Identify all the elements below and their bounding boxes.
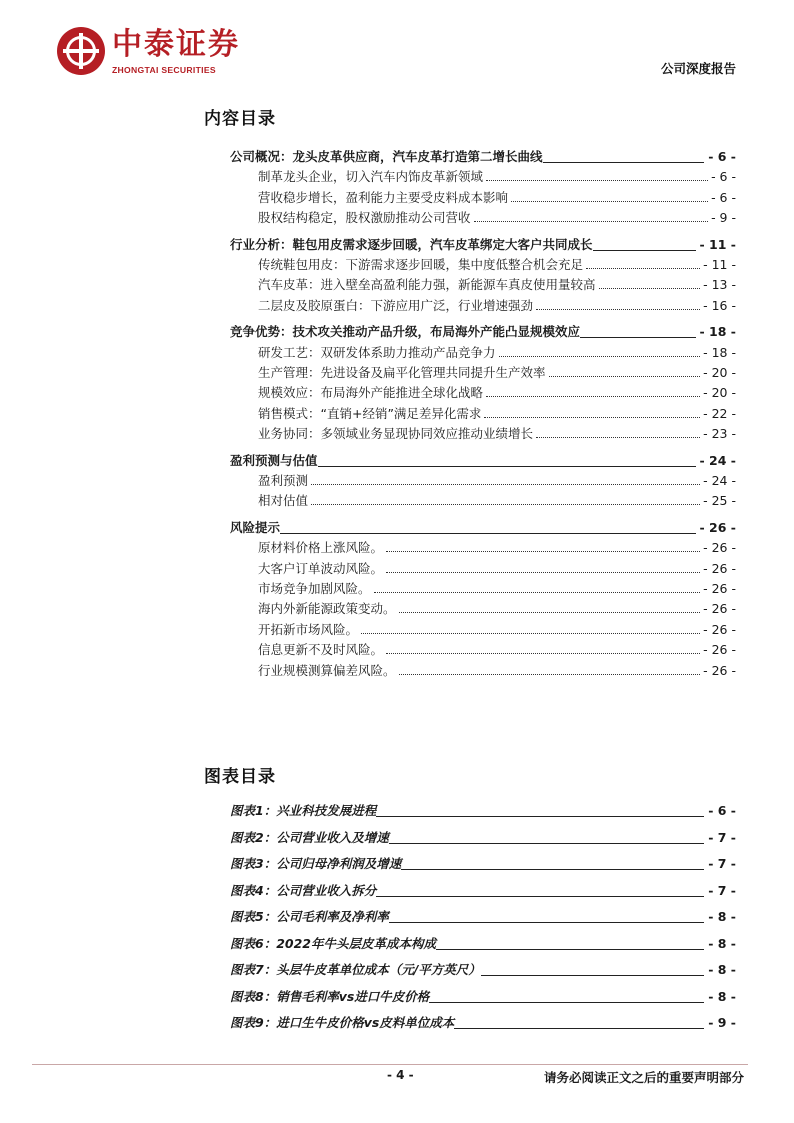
toc-entry-page: - 24 - [703,473,736,488]
toc-entry-label: 二层皮及胶原蛋白：下游应用广泛，行业增速强劲 [258,297,534,313]
toc-entry-label: 营收稳步增长，盈利能力主要受皮料成本影响 [258,189,509,205]
toc-leader-dots [399,612,701,613]
toc-entry-label: 规模效应：布局海外产能推进全球化战略 [258,385,484,401]
toc-entry-page: - 18 - [703,344,736,360]
toc-entry-page: - 26 - [703,601,736,617]
toc-entry-label: 盈利预测与估值 [230,452,318,468]
toc-leader-dots [399,674,701,675]
toc-entry-page: - 23 - [703,426,736,442]
toc-subsection-entry[interactable] [258,186,736,206]
toc-entry-label: 股权结构稳定，股权激励推动公司营收 [258,210,471,226]
figure-entry-label: 图表8：销售毛利率vs进口牛皮价格 [230,988,430,1004]
toc-entry-page: - 16 - [703,297,736,313]
toc-leader-dots [599,288,701,289]
figure-entry[interactable] [230,879,736,899]
toc-leader-dots [499,356,701,357]
toc-section-entry[interactable] [230,233,736,253]
figure-entry-page: - 8 - [708,935,736,951]
figure-entry[interactable] [230,852,736,872]
figure-entry-page: - 6 - [708,803,736,818]
toc-entry-page: - 9 - [711,210,736,226]
toc-leader-dots [586,268,700,269]
toc-subsection-entry[interactable] [258,422,736,442]
toc-leader-dots [543,162,705,163]
toc-entry-label: 公司概况：龙头皮革供应商，汽车皮革打造第二增长曲线 [230,149,543,164]
toc-subsection-entry[interactable] [258,536,736,556]
toc-entry-label: 大客户订单波动风险。 [258,560,384,576]
toc-entry-label: 盈利预测 [258,473,309,488]
toc-entry-page: - 22 - [703,405,736,421]
figure-entry-label: 图表2：公司营业收入及增速 [230,829,389,845]
figure-entry-page: - 8 - [708,988,736,1004]
figure-leader-line [436,949,704,950]
figure-entry-page: - 7 - [708,856,736,871]
toc-subsection-entry[interactable] [258,597,736,617]
toc-subsection-entry[interactable] [258,341,736,361]
toc-leader-dots [536,437,700,438]
toc-subsection-entry[interactable] [258,402,736,422]
toc-leader-dots [580,337,696,338]
figure-entry[interactable] [230,1011,736,1031]
figure-entry-page: - 8 - [708,909,736,924]
toc-leader-dots [311,484,700,485]
figure-entry-label: 图表4：公司营业收入拆分 [230,882,377,898]
toc-subsection-entry[interactable] [258,638,736,658]
figure-entry-label: 图表6：2022年牛头层皮革成本构成 [230,935,436,951]
toc-entry-label: 研发工艺：双研发体系助力推动产品竞争力 [258,344,496,360]
toc-leader-dots [374,592,701,593]
toc-subsection-entry[interactable] [258,253,736,273]
figure-leader-line [429,1002,704,1003]
toc-entry-page: - 11 - [703,257,736,272]
toc-entry-label: 原材料价格上涨风险。 [258,540,384,556]
toc-entry-label: 竞争优势：技术攻关推动产品升级，布局海外产能凸显规模效应 [230,324,581,340]
toc-entry-label: 行业规模测算偏差风险。 [258,662,396,678]
toc-entry-page: - 26 - [703,540,736,556]
figure-entry-page: - 7 - [708,882,736,898]
toc-entry-label: 传统鞋包用皮：下游需求逐步回暖，集中度低整合机会充足 [258,257,584,272]
toc-entry-page: - 6 - [711,189,736,205]
toc-leader-dots [593,250,696,251]
toc-entry-label: 风险提示 [230,519,281,535]
toc-entry-page: - 24 - [699,452,736,468]
toc-entry-label: 信息更新不及时风险。 [258,642,384,658]
toc-leader-dots [311,504,700,505]
brand-name-en: ZHONGTAI SECURITIES [112,65,216,75]
figure-leader-line [376,816,704,817]
toc-entry-label: 生产管理：先进设备及扁平化管理共同提升生产效率 [258,365,546,380]
toc-leader-dots [549,376,701,377]
figure-entry[interactable] [230,985,736,1005]
figure-leader-line [389,843,705,844]
toc-leader-dots [484,417,700,418]
toc-section-entry[interactable] [230,516,736,536]
toc-subsection-entry[interactable] [258,273,736,293]
toc-section-entry[interactable] [230,449,736,469]
toc-leader-dots [361,633,700,634]
figure-entry-page: - 8 - [708,962,736,977]
figure-entry[interactable] [230,826,736,846]
toc-leader-dots [386,653,700,654]
figure-entry-label: 图表3：公司归母净利润及增速 [230,856,402,871]
toc-entry-label: 业务协同：多领域业务显现协同效应推动业绩增长 [258,426,534,442]
toc-entry-page: - 25 - [703,493,736,509]
figure-leader-line [389,922,705,923]
figure-entry[interactable] [230,932,736,952]
toc-subsection-entry[interactable] [258,165,736,185]
toc-entry-page: - 20 - [703,365,736,380]
toc-entry-label: 市场竞争加剧风险。 [258,581,371,596]
toc-leader-dots [486,180,708,181]
toc-subsection-entry[interactable] [258,577,736,597]
toc-section-entry[interactable] [230,320,736,340]
page-number: - 4 - [387,1068,414,1082]
toc-entry-page: - 26 - [703,621,736,637]
figure-entry-label: 图表9：进口生牛皮价格vs皮料单位成本 [230,1015,455,1030]
toc-subsection-entry[interactable] [258,557,736,577]
report-type: 公司深度报告 [660,61,736,76]
toc-entry-label: 制革龙头企业，切入汽车内饰皮革新领域 [258,169,484,185]
toc-subsection-entry[interactable] [258,361,736,381]
figure-entry-label: 图表1：兴业科技发展进程 [230,803,377,818]
toc-leader-dots [474,221,709,222]
toc-leader-dots [318,466,696,467]
toc-title: 内容目录 [204,109,276,129]
figure-entry-page: - 7 - [708,829,736,845]
figure-entry-page: - 9 - [708,1015,736,1030]
figure-entry-label: 图表5：公司毛利率及净利率 [230,909,389,924]
toc-entry-label: 相对估值 [258,493,309,509]
toc-entry-page: - 13 - [703,277,736,293]
toc-entry-label: 行业分析：鞋包用皮需求逐步回暖，汽车皮革绑定大客户共同成长 [230,236,593,252]
toc-leader-dots [486,396,700,397]
toc-leader-dots [511,201,708,202]
toc-leader-dots [386,551,700,552]
toc-subsection-entry[interactable] [258,489,736,509]
figures-title: 图表目录 [204,767,276,787]
toc-subsection-entry[interactable] [258,659,736,679]
toc-entry-label: 开拓新市场风险。 [258,621,359,637]
footer-divider [32,1064,748,1065]
figure-leader-line [401,869,704,870]
brand-name-cn: 中泰证券 [112,27,240,62]
toc-entry-label: 汽车皮革：进入壁垒高盈利能力强，新能源车真皮使用量较高 [258,277,596,293]
toc-entry-label: 海内外新能源政策变动。 [258,601,396,617]
figure-entry[interactable] [230,958,736,978]
toc-entry-page: - 11 - [699,236,736,252]
company-logo [57,27,105,75]
toc-entry-page: - 6 - [708,149,736,164]
figure-entry[interactable] [230,799,736,819]
toc-entry-page: - 6 - [711,169,736,185]
toc-leader-dots [386,572,700,573]
figure-entry-label: 图表7：头层牛皮革单位成本（元/平方英尺） [230,962,481,977]
toc-leader-dots [536,309,700,310]
figure-entry[interactable] [230,905,736,925]
toc-entry-page: - 20 - [703,385,736,401]
toc-subsection-entry[interactable] [258,294,736,314]
toc-entry-page: - 26 - [699,519,736,535]
toc-entry-page: - 26 - [703,581,736,596]
toc-leader-dots [280,533,696,534]
figure-leader-line [376,896,704,897]
footer-disclaimer: 请务必阅读正文之后的重要声明部分 [543,1070,744,1085]
toc-subsection-entry[interactable] [258,206,736,226]
figure-leader-line [454,1028,704,1029]
toc-entry-label: 销售模式：“直销+经销”满足差异化需求 [258,405,482,421]
toc-entry-page: - 26 - [703,662,736,678]
toc-subsection-entry[interactable] [258,469,736,489]
toc-subsection-entry[interactable] [258,618,736,638]
toc-entry-page: - 18 - [699,324,736,340]
toc-subsection-entry[interactable] [258,381,736,401]
toc-entry-page: - 26 - [703,642,736,658]
toc-section-entry[interactable] [230,145,736,165]
toc-entry-page: - 26 - [703,560,736,576]
figure-leader-line [481,975,704,976]
